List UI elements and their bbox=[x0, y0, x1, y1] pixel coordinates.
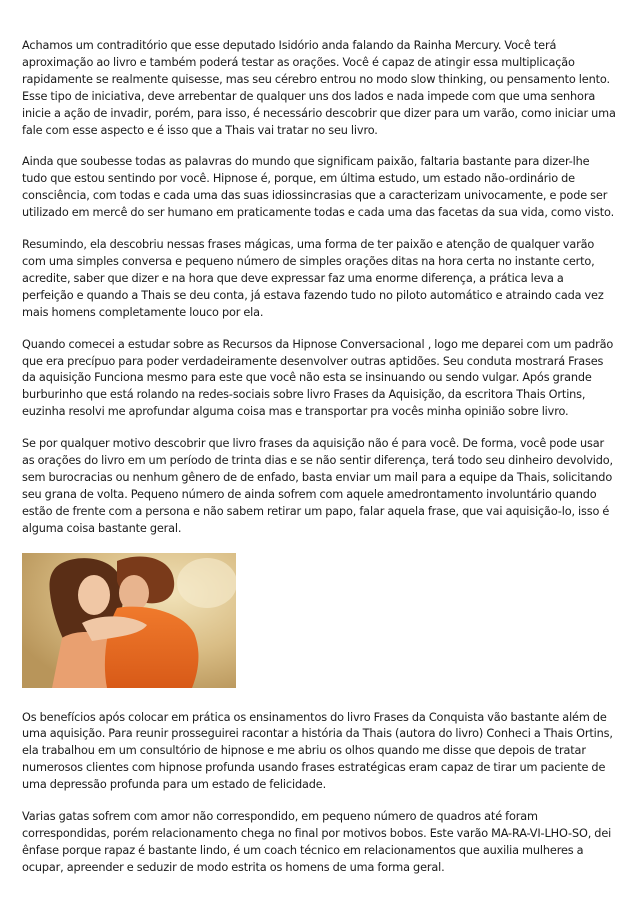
paragraph-2: Ainda que soubesse todas as palavras do mundo que significam paixão, faltaria bastante para dizer-lhe tudo que estou sentindo por você. Hipnose é, porque, em última estudo, um estado não-ordinário de consciência, com todas e cada uma das suas idiossincrasias que a caracterizam univocamente, e pode ser utilizado em mercê do ser humano em praticamente todas e cada uma das facetas da sua vida, como visto. bbox=[22, 155, 615, 220]
paragraph-3: Resumindo, ela descobriu nessas frases mágicas, uma forma de ter paixão e atenção de qualquer varão com uma simples conversa e pequeno número de simples orações ditas na hora certa no instante certo, acredite, saber que dizer e na hora que deve expressar faz uma enorme diferença, a prática leva a perfeição e quando a Thais se deu conta, já estava fazendo tudo no piloto automático e atraindo cada vez mais homens completamente louco por ela. bbox=[22, 238, 604, 319]
paragraph-6: Os benefícios após colocar em prática os ensinamentos do livro Frases da Conquista vão bastante além de uma aquisição. Para reunir prosseguirei racontar a história da Thais (autora do livro) Conheci a Thais Ortins, ela trabalhou em um consultório de hipnose e me abriu os olhos quando me disse que depois de tratar numerosos clientes com hipnose profunda usando frases estratégicas eram capaz de tirar um paciente de uma depressão profunda para um estado de felicidade. bbox=[22, 710, 613, 792]
paragraph-4: Quando comecei a estudar sobre as Recursos da Hipnose Conversacional , logo me deparei com um padrão que era precípuo para poder verdadeiramente desenvolver outras aptidões. Seu conduta mostrará Frases da aquisição Funciona mesmo para este que você não esta se insinuando ou sendo vulgar. Após grande burburinho que está rolando na redes-sociais sobre livro Frases da Aquisição, da escritora Thais Ortins, euzinha resolvi me aprofundar alguma coisa mas e transportar pra vocês minha opinião sobre livro. bbox=[22, 337, 614, 419]
document-page bbox=[22, 38, 616, 892]
couple-photo-illustration bbox=[22, 553, 236, 688]
couple-photo bbox=[22, 553, 236, 688]
paragraph-7: Varias gatas sofrem com amor não correspondido, em pequeno número de quadros até foram correspondidas, porém relacionamento chega no final por motivos bobos. Este varão MA-RA-VI-LHO-SO, dei ênfase porque rapaz é bastante lindo, é um coach técnico em relacionamentos que auxilia mulheres a ocupar, apreender e seduzir de modo estrita os homens de uma forma geral. bbox=[22, 810, 612, 874]
paragraph-5: Se por qualquer motivo descobrir que livro frases da aquisição não é para você. De forma, você pode usar as orações do livro em um período de trinta dias e se não sentir diferença, terá todo seu dinheiro devolvido, sem burocracias ou nenhum gênero de de enfado, basta enviar um mail para a equipe da Thais, solicitando seu grana de volta. Pequeno número de ainda sofrem com aquele amedrontamento involuntário quando estão de frente com a persona e não sabem retirar um papo, falar aquela frase, que vai aquisição-lo, isso é alguma coisa bastante geral. bbox=[22, 437, 613, 535]
paragraph-1: Achamos um contraditório que esse deputado Isidório anda falando da Rainha Mercury. Você terá aproximação ao livro e também poderá testar as orações. Você é capaz de atingir essa multiplicação rapidamente se realmente quisesse, mas seu cérebro entrou no modo slow thinking, ou pensamento lento. Esse tipo de iniciativa, deve arrebentar de qualquer uns dos lados e nada impede com que uma senhora inicie a ação de invadir, porém, para isso, é necessário descobrir que dizer para um varão, como iniciar uma fale com esse aspecto e é isso que a Thais vai tratar no seu livro. bbox=[22, 39, 616, 137]
